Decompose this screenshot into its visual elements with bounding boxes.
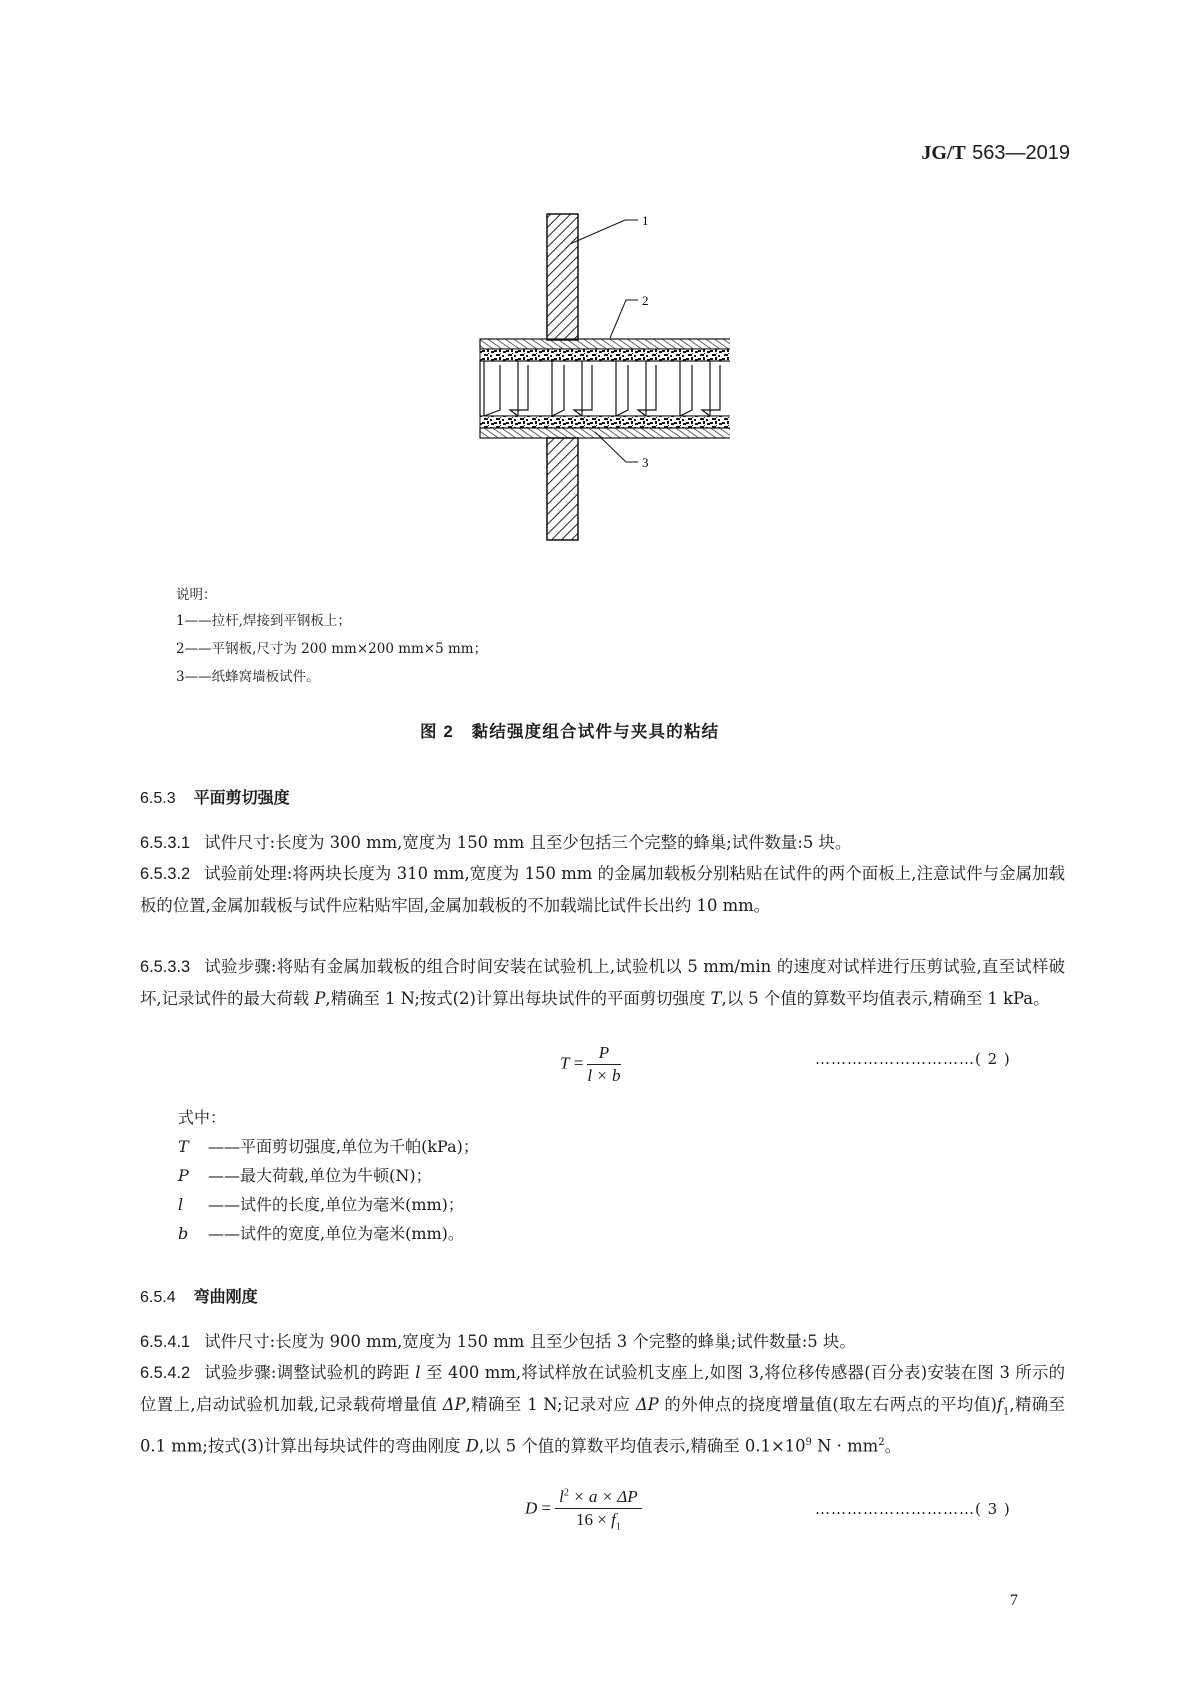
figure-legend-item-2: 2——平钢板,尺寸为 200 mm×200 mm×5 mm； (176, 641, 488, 657)
section-number: 6.5.3 (140, 790, 176, 807)
callout-1: 1 (642, 213, 649, 228)
clause-number: 6.5.4.1 (140, 1333, 191, 1351)
standard-number: 563—2019 (972, 142, 1070, 164)
eq-sign: = (573, 1053, 584, 1073)
adhesive-layer-top (480, 349, 730, 361)
leader-dots: ………………………… (815, 1050, 975, 1068)
where-item-P (178, 1161, 479, 1190)
clause-text: ,以 5 个值的算数平均值表示,精确至 1 kPa。 (721, 989, 1050, 1008)
pull-rod-top (547, 214, 578, 340)
figure-legend-title: 说明： (176, 587, 217, 603)
clause-6-5-4-2 (140, 1357, 1065, 1462)
figure-caption: 图 2 黏结强度组合试件与夹具的粘结 (420, 723, 720, 741)
where-symbol: l (178, 1195, 184, 1214)
eq-label: ( 3 ) (975, 1500, 1011, 1518)
symbol-f: f (611, 1510, 616, 1529)
numerator: P (587, 1043, 620, 1065)
clause-text: 试件尺寸:长度为 900 mm,宽度为 150 mm 且至少包括 3 个完整的蜂巢;试件数量:5 块。 (204, 1332, 856, 1351)
clause-number: 6.5.3.2 (140, 865, 191, 883)
eq-label: ( 2 ) (975, 1050, 1011, 1068)
where-list (178, 1103, 479, 1248)
clause-text: 。 (884, 1436, 901, 1456)
pull-rod-bottom (547, 438, 578, 540)
clause-6-5-3-2 (140, 858, 1065, 921)
clause-text: ,以 5 个值的算数平均值表示,精确至 0.1×10 (478, 1436, 806, 1456)
clause-6-5-3-3 (140, 951, 1065, 1014)
clause-text: 试件尺寸:长度为 300 mm,宽度为 150 mm 且至少包括三个完整的蜂巢;试件数量:5 块。 (204, 833, 852, 852)
subscript: 1 (1002, 1406, 1010, 1418)
leader-dots: ………………………… (815, 1500, 975, 1518)
symbol-D: D (465, 1436, 479, 1456)
numerator (555, 1487, 642, 1509)
where-title: 式中： (178, 1108, 227, 1127)
eq-lhs: T (560, 1053, 570, 1073)
fraction (555, 1487, 642, 1532)
steel-plate-top (480, 339, 730, 349)
section-heading-6-5-4 (140, 1284, 258, 1307)
page-number: 7 (1010, 1592, 1018, 1609)
denominator-const: 16 × (575, 1510, 612, 1529)
eq-lhs: D (525, 1498, 538, 1518)
clause-number: 6.5.4.2 (140, 1364, 191, 1382)
where-item-b (178, 1219, 479, 1248)
honeycomb-core (480, 361, 730, 416)
denominator: l × b (587, 1066, 621, 1085)
equation-3-number (815, 1500, 1011, 1518)
leader-line-1 (570, 220, 638, 244)
figure-legend-item-1: 1——拉杆,焊接到平钢板上； (176, 613, 351, 629)
clause-number: 6.5.3.3 (140, 958, 191, 976)
clause-6-5-3-1 (140, 827, 1065, 859)
symbol-delta-P: ΔP (635, 1395, 659, 1414)
clause-text: ,精确至 1 N;记录对应 (465, 1395, 636, 1414)
symbol-delta-P: ΔP (442, 1395, 466, 1414)
section-title: 弯曲刚度 (193, 1287, 258, 1306)
clause-text: 至 400 mm,将试样放在试验机支座上,如图 3,将位移传感器(百分表)安装在图 3 所示的位置上,启动试验机加载,记录载荷增量值 (140, 1363, 1065, 1414)
figure-2-diagram (470, 205, 730, 550)
steel-plate-bottom (480, 428, 730, 438)
clause-text: 试验前处理:将两块长度为 310 mm,宽度为 150 mm 的金属加载板分别粘贴在试件的两个面板上,注意试件与金属加载板的位置,金属加载板与试件应粘贴牢固,金属加载板的不加载端比试件长出约 10 mm。 (140, 864, 1065, 915)
equation-2 (560, 1043, 621, 1086)
where-desc: ——试件的宽度,单位为毫米(mm)。 (208, 1224, 464, 1243)
leader-line-2 (610, 300, 638, 338)
symbol-T: T (710, 989, 722, 1008)
clause-6-5-4-1 (140, 1326, 1065, 1358)
clause-text: 的外伸点的挠度增量值(取左右两点的平均值) (658, 1395, 997, 1414)
figure-legend-item-3: 3——纸蜂窝墙板试件。 (176, 669, 320, 685)
equation-3 (525, 1487, 642, 1532)
section-number: 6.5.4 (140, 1289, 176, 1306)
section-heading-6-5-3 (140, 785, 290, 808)
symbol-f: f (996, 1395, 1003, 1414)
where-symbol: P (178, 1166, 189, 1185)
equation-2-number (815, 1050, 1011, 1068)
clause-text: 试验步骤:将贴有金属加载板的组合时间安装在试验机上,试验机以 5 mm/min 的速度对试样进行压剪试验,直至试样破坏,记录试件的最大荷载 (140, 957, 1065, 1008)
eq-sign: = (541, 1498, 552, 1518)
standard-code: JG/T (921, 142, 966, 164)
callout-2: 2 (642, 293, 649, 308)
where-desc: ——试件的长度,单位为毫米(mm)； (208, 1195, 464, 1214)
numerator-rest: × a × ΔP (568, 1487, 638, 1506)
fraction (587, 1043, 620, 1086)
where-item-l (178, 1190, 479, 1219)
symbol-P: P (314, 989, 326, 1008)
clause-text: ,精确至 0.1 mm;按式(3)计算出每块试件的弯曲刚度 (140, 1395, 1065, 1456)
where-symbol: b (178, 1224, 189, 1243)
clause-text: ,精确至 1 N;按式(2)计算出每块试件的平面剪切强度 (325, 989, 711, 1008)
callout-3: 3 (642, 455, 649, 470)
where-item-T (178, 1132, 479, 1161)
denominator (555, 1509, 642, 1532)
where-desc: ——平面剪切强度,单位为千帕(kPa)； (208, 1137, 479, 1156)
symbol-l: l (415, 1363, 421, 1382)
subscript: 1 (615, 1521, 621, 1533)
superscript: 2 (878, 1437, 885, 1449)
superscript: 9 (805, 1437, 812, 1449)
clause-number: 6.5.3.1 (140, 834, 191, 852)
section-title: 平面剪切强度 (193, 788, 290, 807)
symbol-l: l (559, 1487, 564, 1506)
superscript: 2 (563, 1487, 569, 1499)
where-desc: ——最大荷载,单位为牛顿(N)； (208, 1166, 432, 1185)
clause-text: 试验步骤:调整试验机的跨距 (204, 1363, 416, 1382)
adhesive-layer-bottom (480, 416, 730, 428)
clause-text: N · mm (811, 1436, 879, 1456)
where-symbol: T (178, 1137, 189, 1156)
page-header (870, 140, 1070, 165)
